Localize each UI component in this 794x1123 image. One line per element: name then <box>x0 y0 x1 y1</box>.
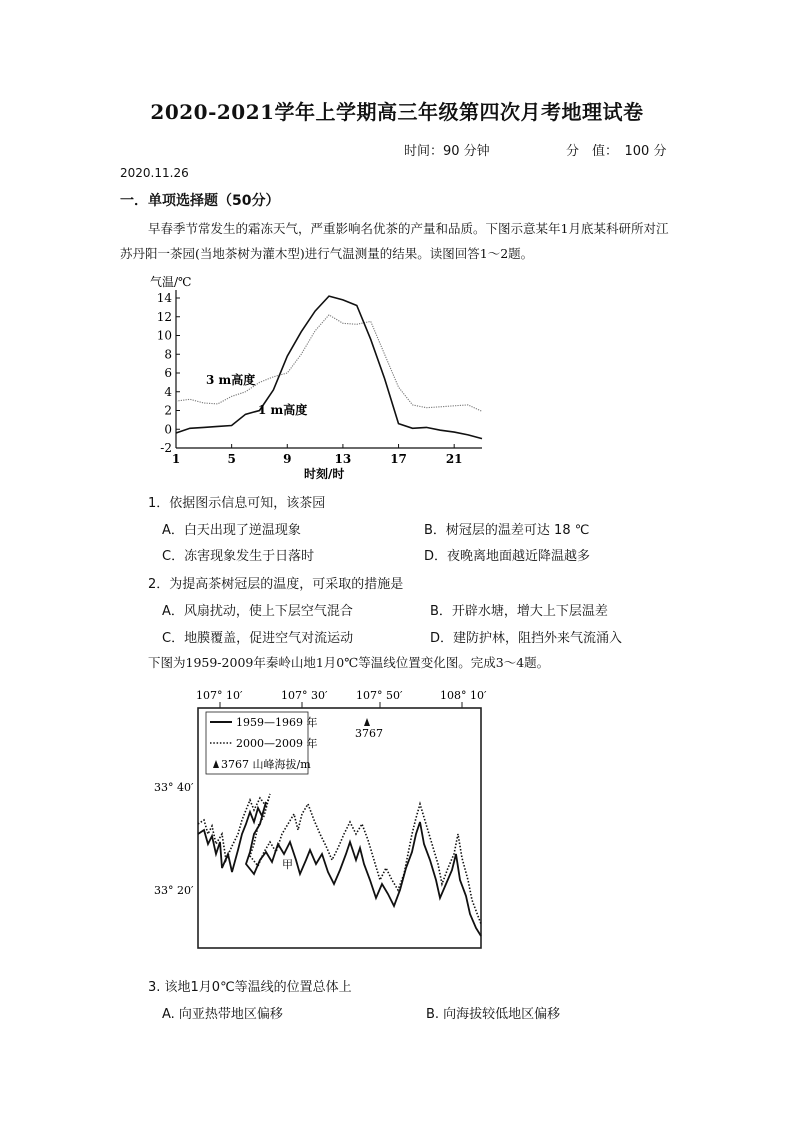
x-tick-label: 9 <box>283 452 292 466</box>
lon-label-4: 108° 10′ <box>440 689 487 702</box>
temperature-chart <box>140 272 500 484</box>
x-tick-label: 5 <box>227 452 236 466</box>
y-tick-label: 8 <box>164 347 172 362</box>
lon-label-2: 107° 30′ <box>281 689 328 702</box>
y-tick-label: 2 <box>164 403 172 418</box>
y-tick-label: 0 <box>164 422 172 437</box>
y-tick-label: 14 <box>156 291 172 305</box>
q3-option-a[interactable]: A. 向亚热带地区偏移 <box>162 1007 283 1022</box>
q1-option-c[interactable]: C．冻害现象发生于日落时 <box>162 549 315 564</box>
lon-label-3: 107° 50′ <box>356 689 403 702</box>
question-intro-1: 早春季节常发生的霜冻天气，严重影响名优茶的产量和品质。下图示意某年1月底某科研所对江苏丹阳一茶园(当地茶树为灌木型)进行气温测量的结果。读图回答1～2题。 <box>120 221 669 261</box>
series-label-1m: 1 m高度 <box>258 403 308 417</box>
legend-peak: 3767 山峰海拔/m <box>221 758 311 771</box>
x-tick-label: 17 <box>390 452 407 466</box>
section-heading: 一．单项选择题（50分） <box>120 193 280 209</box>
legend-2000: 2000—2009 年 <box>236 737 318 750</box>
y-tick-label: 4 <box>164 384 172 399</box>
y-tick-label: 6 <box>164 366 172 380</box>
isotherm-2000-2009 <box>198 794 481 924</box>
chart-y-axis-label: 气温/℃ <box>150 275 192 289</box>
legend-peak-icon <box>213 760 219 768</box>
q1-option-d[interactable]: D．夜晚离地面越近降温越多 <box>424 549 591 564</box>
chart-x-axis-label: 时刻/时 <box>304 467 345 481</box>
question-2-stem: 2．为提高茶树冠层的温度，可采取的措施是 <box>148 577 404 592</box>
y-tick-label: 10 <box>156 328 172 343</box>
exam-date: 2020.11.26 <box>120 166 189 180</box>
q2-option-c[interactable]: C．地膜覆盖，促进空气对流运动 <box>162 631 354 646</box>
q1-option-b[interactable]: B．树冠层的温差可达 18 ℃ <box>424 523 590 538</box>
lat-label-1: 33° 40′ <box>154 781 194 794</box>
peak-elevation: 3767 <box>355 727 383 740</box>
x-tick-label: 1 <box>171 452 181 466</box>
lon-label-1: 107° 10′ <box>196 689 243 702</box>
question-3-stem: 3. 该地1月0℃等温线的位置总体上 <box>148 980 352 995</box>
exam-score: 分 值： 100 分 <box>566 144 667 159</box>
q1-option-a[interactable]: A．白天出现了逆温现象 <box>162 523 301 538</box>
y-tick-label: -2 <box>160 441 172 455</box>
q2-option-a[interactable]: A．风扇扰动，使上下层空气混合 <box>162 604 353 619</box>
legend-1959: 1959—1969 年 <box>236 716 318 729</box>
x-tick-label: 13 <box>334 452 352 466</box>
isotherm-map <box>150 684 495 954</box>
q2-option-d[interactable]: D．建防护林，阻挡外来气流涌入 <box>430 631 623 646</box>
y-tick-label: 12 <box>156 309 172 324</box>
isotherm-1959-1969 <box>198 802 481 936</box>
x-tick-label: 21 <box>445 452 463 466</box>
series-line-3m <box>176 315 482 412</box>
peak-icon <box>364 718 370 726</box>
q2-option-b[interactable]: B．开辟水塘，增大上下层温差 <box>430 604 608 619</box>
question-1-stem: 1．依据图示信息可知，该茶园 <box>148 496 326 511</box>
series-label-3m: 3 m高度 <box>206 373 256 387</box>
series-line-1m <box>176 296 482 439</box>
q3-option-b[interactable]: B. 向海拔较低地区偏移 <box>426 1007 561 1022</box>
place-label-jia: 甲 <box>282 858 293 871</box>
exam-title: 2020-2021学年上学期高三年级第四次月考地理试卷 <box>150 100 644 124</box>
lat-label-2: 33° 20′ <box>154 884 194 897</box>
exam-time: 时间：90 分钟 <box>404 144 490 159</box>
question-intro-2: 下图为1959-2009年秦岭山地1月0℃等温线位置变化图。完成3～4题。 <box>148 655 550 670</box>
